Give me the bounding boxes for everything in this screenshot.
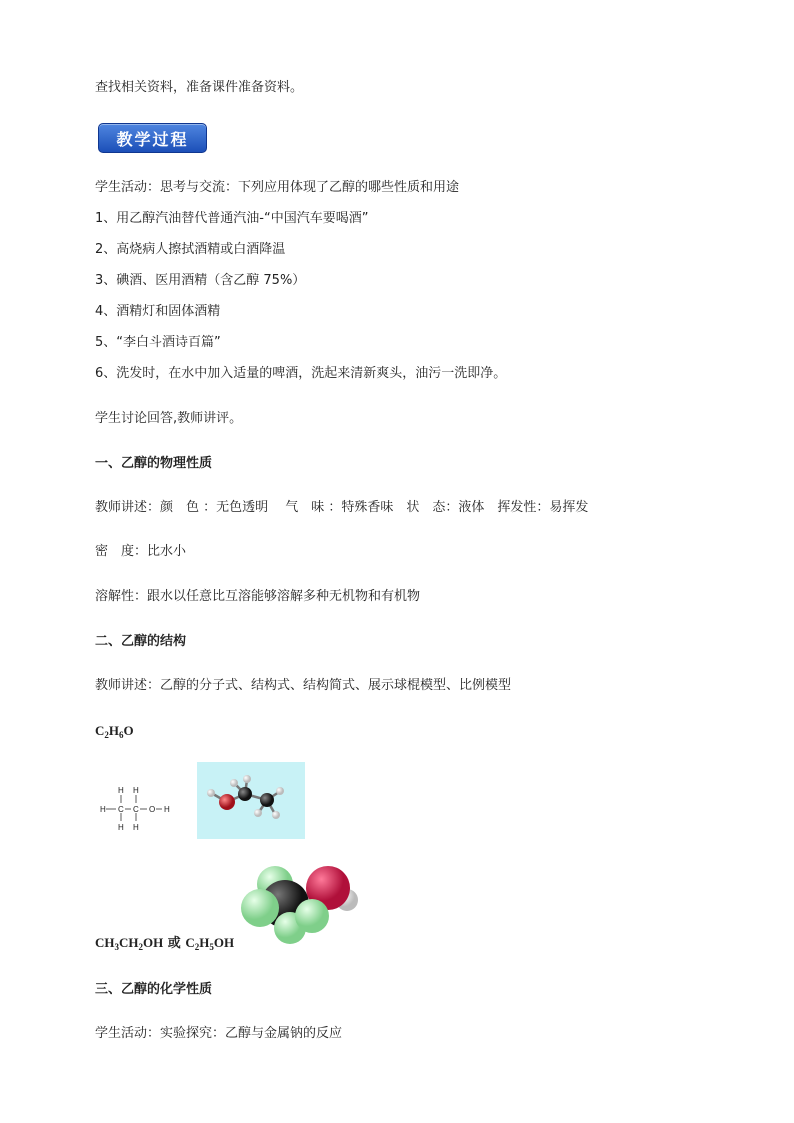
prep-text: 查找相关资料，准备课件准备资料。 — [95, 80, 304, 95]
svg-text:H: H — [164, 805, 170, 814]
svg-text:H: H — [133, 823, 139, 832]
section-banner: 教学过程 — [98, 123, 207, 153]
svg-text:C: C — [133, 805, 139, 814]
discussion-text: 学生讨论回答,教师讲评。 — [95, 411, 243, 426]
svg-text:H: H — [118, 786, 124, 795]
physical-props: 教师讲述：颜 色 ：无色透明 气 味 ：特殊香味 状 态：液体 挥发性：易挥发 — [95, 500, 589, 515]
list-item: 1、用乙醇汽油替代普通汽油-“中国汽车要喝酒” — [95, 211, 369, 226]
svg-text:H: H — [133, 786, 139, 795]
structural-formula — [98, 785, 178, 835]
list-item: 3、碘酒、医用酒精（含乙醇 75%） — [95, 273, 306, 288]
list-item: 2、高烧病人擦拭酒精或白酒降温 — [95, 242, 286, 257]
list-item: 5、“李白斗酒诗百篇” — [95, 335, 221, 350]
molecular-formula: $C_2H_6O$ — [95, 723, 134, 740]
ball-and-stick-model — [197, 762, 305, 839]
heading-physical-properties: 一、乙醇的物理性质 — [95, 456, 213, 471]
structure-intro: 教师讲述：乙醇的分子式、结构式、结构简式、展示球棍模型、比例模型 — [95, 678, 512, 693]
heading-chemical-properties: 三、乙醇的化学性质 — [95, 982, 213, 997]
svg-text:C: C — [118, 805, 124, 814]
list-item: 6、洗发时，在水中加入适量的啤酒，洗起来清新爽头，油污一洗即净。 — [95, 366, 507, 381]
svg-text:H: H — [118, 823, 124, 832]
svg-text:O: O — [149, 805, 156, 814]
svg-text:H: H — [100, 805, 106, 814]
list-item: 4、酒精灯和固体酒精 — [95, 304, 221, 319]
experiment-text: 学生活动：实验探究：乙醇与金属钠的反应 — [95, 1026, 343, 1041]
activity-intro: 学生活动：思考与交流：下列应用体现了乙醇的哪些性质和用途 — [95, 180, 460, 195]
solubility-text: 溶解性：跟水以任意比互溶能够溶解多种无机物和有机物 — [95, 589, 421, 604]
condensed-formula: $CH_3CH_2OH$ 或 $C_2H_5OH$ — [95, 935, 235, 952]
space-filling-model — [240, 862, 360, 944]
density-text: 密 度：比水小 — [95, 544, 187, 559]
heading-structure: 二、乙醇的结构 — [95, 634, 187, 649]
